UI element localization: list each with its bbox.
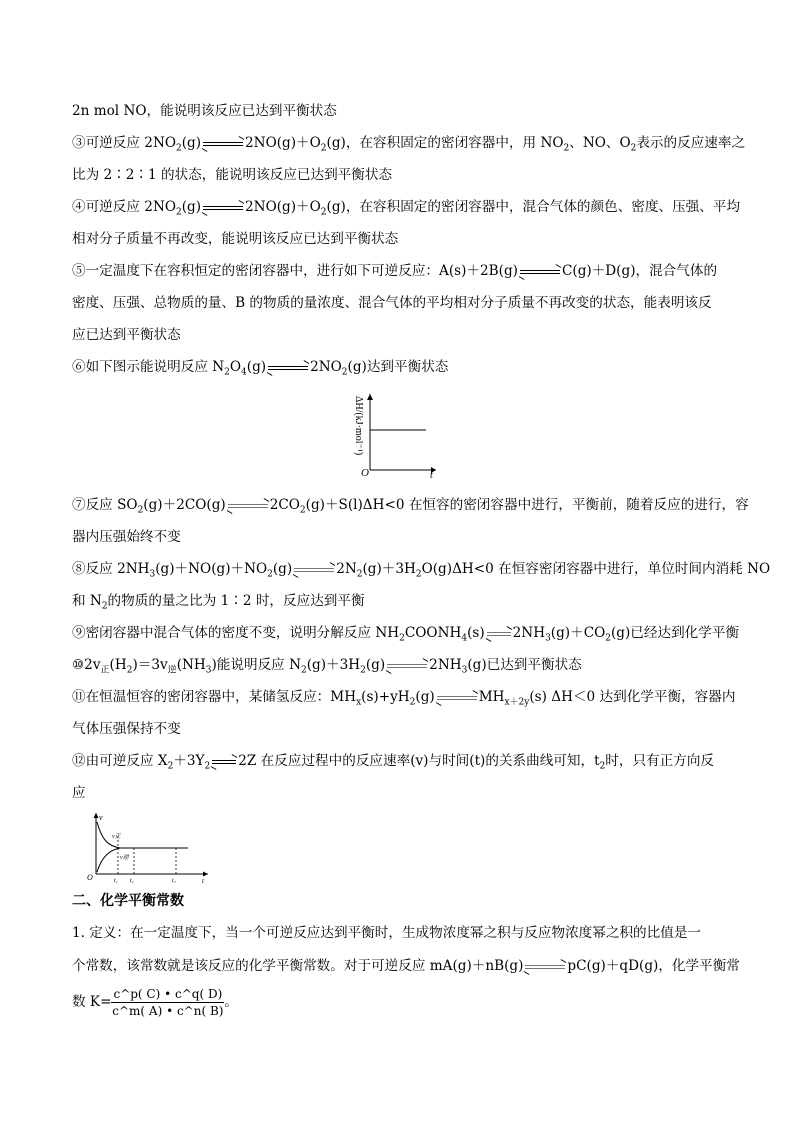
t: 、NO、O [569,135,631,151]
t: (g) [415,689,435,705]
t: ＋3Y [173,753,205,769]
text-line-1: 2n mol NO，能说明该反应已达到平衡状态 [72,103,337,119]
v-reverse-label: v逆 [120,855,129,861]
text-line-11b: 气体压强保持不变 [72,721,181,737]
y-label: ΔH/(kJ·mol⁻¹) [353,396,364,456]
t3-label: t₃ [172,878,176,884]
t: ⑦反应 SO [72,497,138,513]
delta-h-figure [348,390,438,480]
text-line-4b: 相对分子质量不再改变，能说明该反应已达到平衡状态 [72,231,399,247]
sub: 2 [605,633,611,644]
t: 的物质的量之比为 1∶2 时，反应达到平衡 [107,593,365,609]
sub: 2 [415,569,422,580]
sub: 3 [205,665,212,676]
text-line-4a [72,198,740,216]
text-line-12a [72,752,714,770]
t: ⑨密闭容器中混合气体的密度不变，说明分解反应 NH [72,625,400,641]
text-line-5b: 密度、压强、总物质的量、B 的物质的量浓度、混合气体的平均相对分子质量不再改变的状态，能表明该反 [72,295,712,311]
reversible-arrow-icon [518,267,562,277]
sub: 2 [175,207,182,218]
x-axis-arrow-icon [203,872,208,877]
origin-label: O [87,873,93,882]
sub: 2 [126,665,133,676]
t: (g)＋CO [550,625,606,641]
t: ⑩2v [72,657,101,673]
fraction-denominator: c^m( A) • c^n( B) [112,1004,224,1018]
reversible-arrow-icon [210,757,238,767]
t: (g)＋3H [362,561,416,577]
t: ⑧反应 2NH [72,561,150,577]
t: pC(g)＋qD(g)，化学平衡常 [567,958,740,974]
reversible-arrow-icon [385,661,429,671]
t: (g)已经达到化学平衡 [610,625,740,641]
t: 2NH [512,625,546,641]
t: 2NO(g)＋O [245,135,321,151]
t: (s) ΔH＜0 达到化学平衡，容器内 [529,689,736,705]
fraction-numerator: c^p( C) • c^q( D) [113,987,223,1001]
reversible-arrow-icon [435,693,479,703]
t: (g)＋NO(g)＋NO [155,561,268,577]
sub: 4 [461,633,468,644]
sub: 3 [461,665,468,676]
t: 个常数，该常数就是该反应的化学平衡常数。对于可逆反应 mA(g)＋nB(g) [72,958,524,974]
sub: 逆 [167,665,177,676]
definition-line-2 [72,957,740,975]
reversible-arrow-icon [523,962,567,972]
y-axis-arrow-icon [94,813,99,818]
t: 。 [224,994,238,1010]
t: 和 N [72,593,102,609]
section-heading: 二、化学平衡常数 [72,893,184,909]
t: COONH [404,625,462,641]
reversible-arrow-icon [201,139,245,149]
t: (g) [181,135,202,151]
t: (g)达到平衡状态 [347,359,449,375]
text-line-6 [72,358,448,376]
text-line-3a [72,134,745,152]
sub: 正 [100,665,110,676]
t: (g) [181,199,202,215]
sub: 2 [175,143,182,154]
x-label: t [430,470,433,480]
t1-label: t₁ [114,878,118,884]
sub: 2 [356,569,363,580]
t: (g)＋S(l)ΔH<0 在恒容的密闭容器中进行，平衡前，随着反应的进行，容 [305,497,749,513]
t: 表示的反应速率之 [636,135,746,151]
t: 2NO(g)＋O [245,199,321,215]
text-line-7a [72,496,749,514]
t: (g) [246,359,267,375]
sub: 2 [630,143,637,154]
sub: 2 [299,505,306,516]
t: 2NO [310,359,342,375]
sub: 2 [320,207,327,218]
t2-label: t₂ [130,878,134,884]
t: ⑤一定温度下在容积恒定的密闭容器中，进行如下可逆反应：A(s)＋2B(g) [72,263,518,279]
sub: 2 [599,761,606,772]
t: C(g)＋D(g)，混合气体的 [561,263,718,279]
v-forward-label: v正 [112,834,121,840]
reversible-arrow-icon [292,565,336,575]
reversible-arrow-icon [201,203,245,213]
t: (g) [272,561,293,577]
sub: 2 [360,665,366,676]
text-line-8a [72,560,770,578]
sub: x [356,697,362,708]
reversible-arrow-icon [485,629,513,639]
definition-line-1: 1. 定义：在一定温度下，当一个可逆反应达到平衡时，生成物浓度幂之积与反应物浓度幂之积的比值是一 [72,925,702,941]
t: ⑪在恒温恒容的密闭容器中，某储氢反应：MH [72,689,357,705]
t: (g)，在容积固定的密闭容器中，用 NO [326,135,564,151]
definition-line-3 [72,984,238,1020]
text-line-8b [72,592,365,610]
t: ③可逆反应 2NO [72,135,176,151]
t: O [229,359,242,375]
t: 2NH [429,657,462,673]
t: (s) [467,625,485,641]
sub: 2 [563,143,570,154]
t: )能说明反应 N [211,657,301,673]
text-line-5c: 应已达到平衡状态 [72,327,181,343]
t: ⑫由可逆反应 X [72,753,168,769]
x-label: t [202,877,204,884]
sub: 2 [399,633,405,644]
t: 数 K= [72,994,112,1010]
t: 时，只有正方向反 [605,753,715,769]
sub: 2 [300,665,307,676]
t: (g)＋3H [306,657,361,673]
sub: 2 [204,761,211,772]
text-line-9 [72,624,739,642]
text-line-12b: 应 [72,785,86,801]
y-axis-arrow-icon [367,394,373,400]
sub: 4 [241,367,247,378]
text-line-7b: 器内压强始终不变 [72,529,181,545]
t: 2CO [269,497,300,513]
text-line-5a [72,262,717,280]
t: 2N [336,561,357,577]
sub: x＋2y [504,697,530,708]
sub: 2 [320,143,327,154]
t: MH [478,689,505,705]
t: )＝3v [132,657,168,673]
sub: 2 [167,761,174,772]
t: (g)＋2CO(g) [143,497,226,513]
rate-time-figure [84,810,214,884]
reversible-arrow-icon [266,363,310,373]
sub: 3 [149,569,156,580]
t: (s)+yH [361,689,410,705]
origin-label: O [361,467,369,479]
sub: 2 [101,601,108,612]
t: (g)，在容积固定的密闭容器中，混合气体的颜色、密度、压强、平均 [326,199,741,215]
text-line-11a [72,688,735,706]
t: ⑥如下图示能说明反应 N [72,359,225,375]
text-line-10 [72,656,582,674]
t: O(g)ΔH<0 在恒容密闭容器中进行，单位时间内消耗 NO [421,561,771,577]
equilibrium-constant-fraction [111,986,224,1019]
reversible-arrow-icon [226,501,270,511]
t: (NH [176,657,206,673]
y-label: v [99,813,103,822]
t: (g)已达到平衡状态 [467,657,582,673]
t: ④可逆反应 2NO [72,199,176,215]
sub: 2 [409,697,416,708]
sub: 2 [137,505,144,516]
text-line-3b: 比为 2∶2∶1 的状态，能说明该反应已达到平衡状态 [72,167,393,183]
t: (H [109,657,127,673]
t: 2Z 在反应过程中的反应速率(v)与时间(t)的关系曲线可知，t [238,753,600,769]
t: (g) [365,657,386,673]
sub: 3 [545,633,551,644]
sub: 2 [224,367,230,378]
sub: 2 [341,367,348,378]
sub: 2 [267,569,273,580]
